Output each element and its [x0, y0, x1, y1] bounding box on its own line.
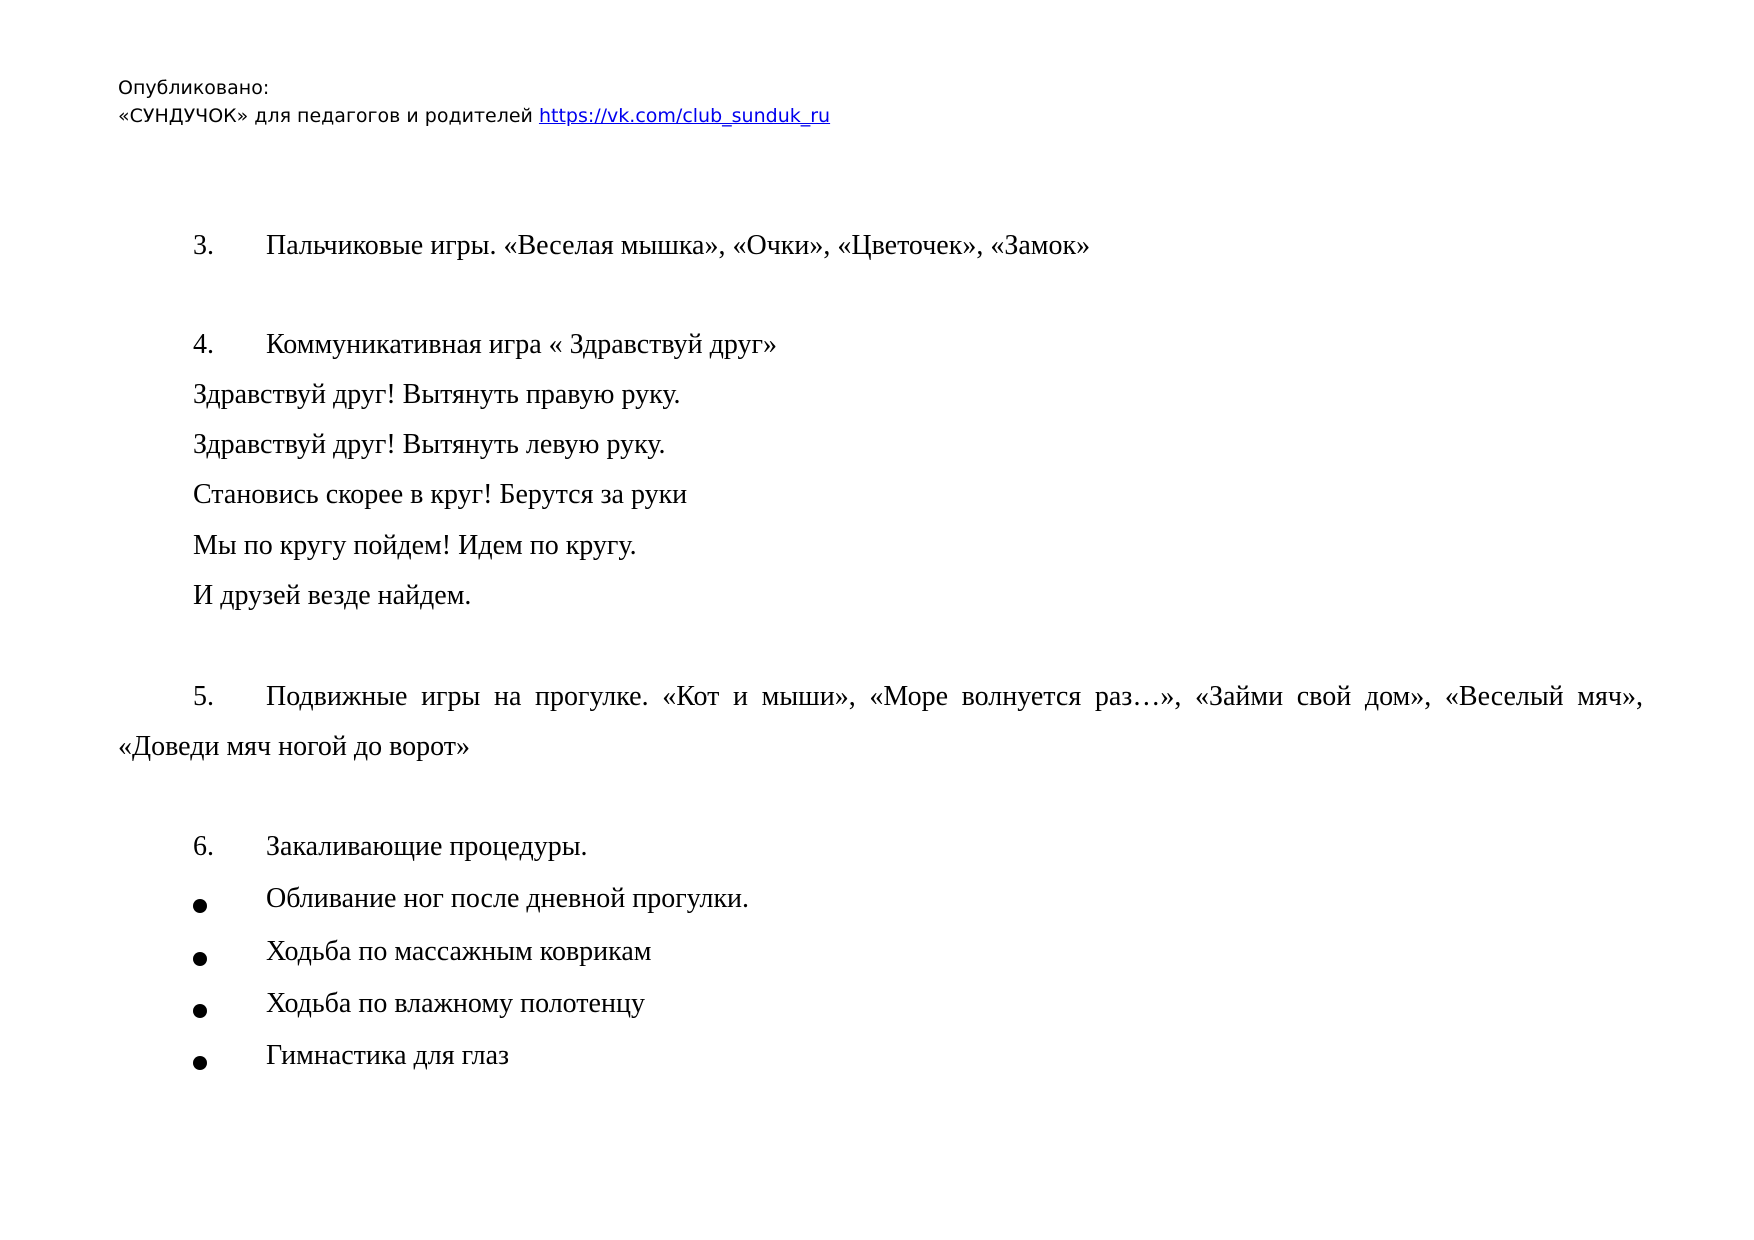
source-link[interactable]: https://vk.com/club_sunduk_ru — [538, 105, 831, 127]
publication-header — [118, 74, 830, 130]
bullet-icon — [193, 1056, 207, 1070]
verse-line: И друзей везде найдем. — [193, 580, 472, 611]
item-text: Подвижные игры на прогулке. «Кот и мыши», «Море волнуется раз…», «Займи свой дом», «Веселый мяч», — [266, 681, 1643, 712]
item-text: Закаливающие процедуры. — [266, 831, 588, 862]
item-number: 3. — [193, 230, 214, 261]
item-text: Коммуникативная игра « Здравствуй друг» — [266, 329, 777, 360]
bullet-icon — [193, 899, 207, 913]
verse-line: Здравствуй друг! Вытянуть левую руку. — [193, 429, 666, 460]
item-number: 5. — [193, 681, 214, 712]
verse-line: Становись скорее в круг! Берутся за руки — [193, 479, 688, 510]
bullet-item: Ходьба по влажному полотенцу — [266, 988, 645, 1019]
list-item-5 — [193, 681, 1643, 713]
verse-line: Здравствуй друг! Вытянуть правую руку. — [193, 379, 681, 410]
item-number: 4. — [193, 329, 214, 360]
item-number: 6. — [193, 831, 214, 862]
published-label: Опубликовано: — [118, 77, 270, 99]
verse-line: Мы по кругу пойдем! Идем по кругу. — [193, 530, 637, 561]
bullet-icon — [193, 1004, 207, 1018]
bullet-icon — [193, 952, 207, 966]
bullet-item: Обливание ног после дневной прогулки. — [266, 883, 750, 914]
bullet-item: Ходьба по массажным коврикам — [266, 936, 652, 967]
source-text: «СУНДУЧОК» для педагогов и родителей — [118, 105, 533, 127]
item-text: Пальчиковые игры. «Веселая мышка», «Очки», «Цветочек», «Замок» — [266, 230, 1091, 261]
source-line — [118, 102, 830, 130]
bullet-item: Гимнастика для глаз — [266, 1040, 510, 1071]
item-text-continuation: «Доведи мяч ногой до ворот» — [118, 731, 471, 762]
